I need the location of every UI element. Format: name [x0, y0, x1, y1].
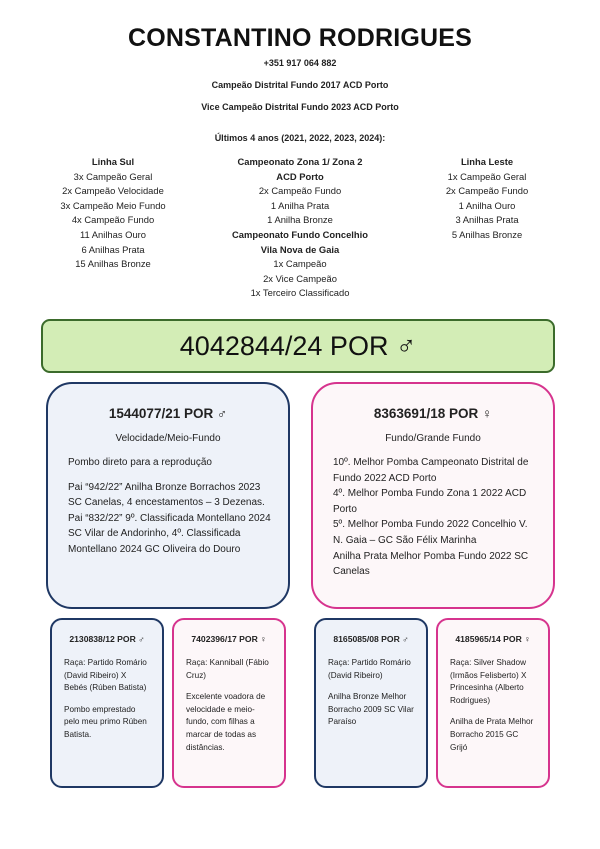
- list-item: 1x Campeão: [273, 258, 327, 270]
- grandparent-breed: Raça: Kanniball (Fábio Cruz): [186, 658, 269, 680]
- list-item: 2x Campeão Fundo: [258, 185, 342, 197]
- grandsire-paternal-card: [50, 618, 164, 788]
- list-item: 3x Campeão Geral: [73, 170, 153, 182]
- column-linha-leste: [412, 155, 562, 243]
- grandparent-ring: 2130838/12 POR ♂: [69, 634, 145, 644]
- list-item: 2x Vice Campeão: [263, 272, 337, 284]
- title-line-1: Campeão Distrital Fundo 2017 ACD Porto: [211, 80, 389, 90]
- column-heading: Campeonato Fundo Concelhio: [232, 228, 368, 240]
- list-item: 1 Anilha Prata: [270, 199, 330, 211]
- phone-number: +351 917 064 882: [263, 58, 337, 68]
- column-heading: Campeonato Zona 1/ Zona 2: [237, 156, 363, 167]
- dam-details-4: Anilha Prata Melhor Pomba Fundo 2022 SC Canelas: [333, 550, 529, 578]
- breeder-name: CONSTANTINO RODRIGUES: [127, 24, 473, 52]
- dam-card: [311, 382, 555, 609]
- column-zona: [215, 155, 385, 301]
- list-item: 11 Anilhas Ouro: [79, 228, 146, 240]
- title-line-2: Vice Campeão Distrital Fundo 2023 ACD Porto: [201, 102, 399, 112]
- dam-details-2: 4º. Melhor Pomba Fundo Zona 1 2022 ACD Porto: [333, 488, 527, 515]
- grandparent-ring: 7402396/17 POR ♀: [191, 634, 267, 644]
- period-heading: Últimos 4 anos (2021, 2022, 2023, 2024):: [214, 133, 386, 143]
- sire-ring: 1544077/21 POR ♂: [108, 406, 228, 421]
- list-item: 5 Anilhas Bronze: [451, 228, 523, 240]
- list-item: 1 Anilha Bronze: [267, 214, 333, 226]
- sire-details-2: Pai “832/22” 9º. Classificada Montellano 2024 SC Vilar de Andorinho, 4º. Classificada Montellano 2024 GC Oliveira do Douro: [68, 512, 271, 555]
- granddam-paternal-card: [172, 618, 286, 788]
- granddam-maternal-card: [436, 618, 550, 788]
- list-item: 1 Anilha Ouro: [458, 199, 516, 211]
- list-item: 1x Campeão Geral: [447, 170, 527, 182]
- grandparent-breed: Raça: Silver Shadow (Irmãos Felisberto) X Princesinha (Alberto Rodrigues): [450, 658, 527, 705]
- list-item: 2x Campeão Velocidade: [62, 185, 164, 197]
- column-linha-sul: [38, 155, 188, 272]
- grandparent-ring: 8165085/08 POR ♂: [333, 634, 409, 644]
- grandparent-ring: 4185965/14 POR ♀: [455, 634, 531, 644]
- list-item: 2x Campeão Fundo: [445, 185, 529, 197]
- column-heading: Vila Nova de Gaia: [260, 243, 340, 255]
- list-item: 6 Anilhas Prata: [81, 243, 145, 255]
- list-item: 3x Campeão Meio Fundo: [60, 199, 166, 211]
- list-item: 15 Anilhas Bronze: [75, 258, 151, 270]
- grandparent-breed: Raça: Partido Romário (David Ribeiro) X Bebés (Rúben Batista): [64, 658, 147, 693]
- dam-details: 10º. Melhor Pomba Campeonato Distrital de Fundo 2022 ACD Porto: [333, 457, 529, 484]
- grandsire-maternal-card: [314, 618, 428, 788]
- dam-category: Fundo/Grande Fundo: [385, 433, 481, 444]
- sire-card: [46, 382, 290, 609]
- list-item: 4x Campeão Fundo: [71, 214, 155, 226]
- main-bird-ring: 4042844/24 POR ♂: [41, 319, 555, 373]
- sire-details: Pai “942/22” Anilha Bronze Borrachos 2023 SC Canelas, 4 encestamentos – 3 Dezenas.: [68, 481, 265, 509]
- grandparent-note: Anilha Bronze Melhor Borracho 2009 SC Vilar Paraíso: [328, 692, 414, 727]
- column-heading: Linha Sul: [91, 156, 135, 167]
- grandparent-note: Excelente voadora de velocidade e meio-fundo, com filhas a marcar de todas as distâncias.: [186, 692, 266, 752]
- grandparent-note: Pombo emprestado pelo meu primo Rúben Batista.: [64, 704, 147, 739]
- list-item: 1x Terceiro Classificado: [250, 287, 350, 299]
- grandparent-breed: Raça: Partido Romário (David Ribeiro): [328, 658, 411, 680]
- list-item: 3 Anilhas Prata: [455, 214, 519, 226]
- column-heading: ACD Porto: [276, 170, 324, 182]
- sire-category: Velocidade/Meio-Fundo: [115, 433, 221, 444]
- dam-details-3: 5º. Melhor Pomba Fundo 2022 Concelhio V. N. Gaia – GC São Félix Marinha: [333, 519, 528, 546]
- grandparent-note: Anilha de Prata Melhor Borracho 2015 GC Grijó: [450, 717, 534, 752]
- column-heading: Linha Leste: [460, 156, 514, 167]
- sire-note: Pombo direto para a reprodução: [68, 457, 212, 468]
- dam-ring: 8363691/18 POR ♀: [373, 406, 493, 421]
